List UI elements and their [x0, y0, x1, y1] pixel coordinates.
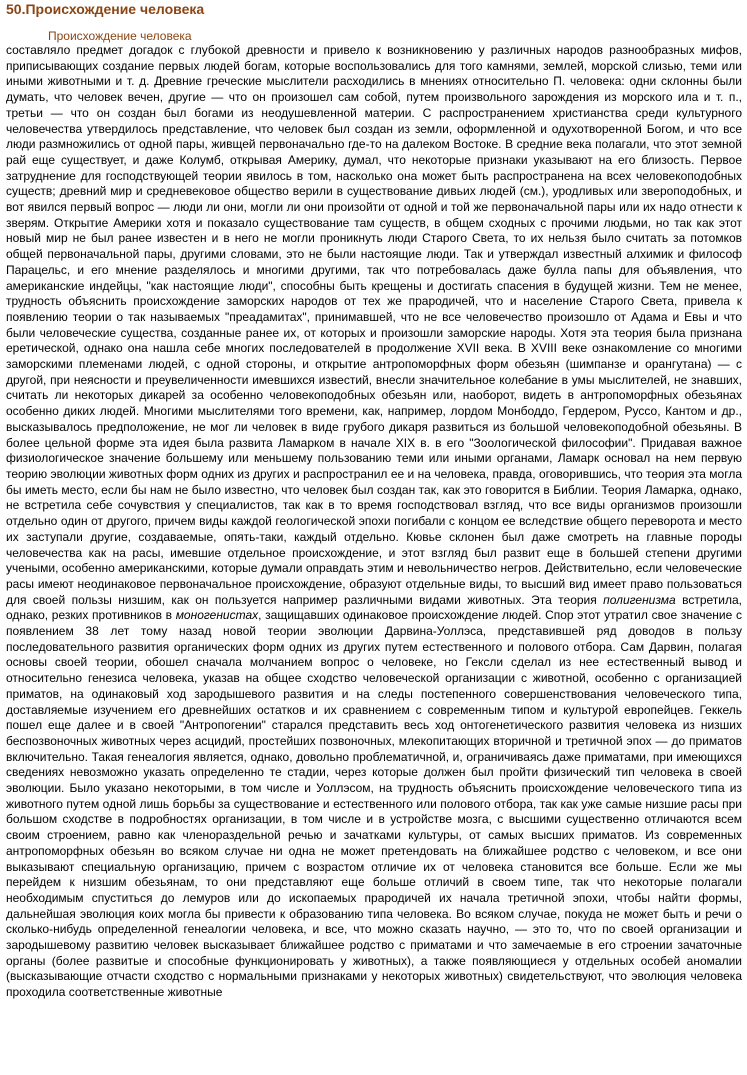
article-emphasis-polygenism: полигенизма	[603, 592, 676, 607]
article-text: составляло предмет догадок с глубокой древности и привело к возникновению у различных народов разнообразных мифов, приписывающих создание первых людей богам, которые воспользовались для того камнями, землей, морской слизью, теми или иными животными и т. д. Древние греческие мыслители расходились в мнениях относительно П. человека: одни склонны были думать, что человек вечен, другие — что он произошел сам собой, путем произвольного зарождения из морского ила и т. п., третьи — что он создан был богами из неодушевленной материи. С распространением христианства среди культурного человечества утвердилось представление, что человек был создан из земли, оформленной и одухотворенной Богом, и что все люди размножились от одной пары, живщей первоначально где-то на далеком Востоке. В средние века полагали, что этот земной рай еще существует, и даже Колумб, открывая Америку, думал, что некоторые признаки указывают на его близость. Первое затруднение для господствующей теории явилось в том, насколько она может быть распространена на всех человекоподобных существ; древний мир и средневековое общество верили в существование дивьих людей (см.), уродливых или звероподобных, и вот явился первый вопрос — люди ли они, могли ли они произойти от одной и той же первоначальной пары или их надо отнести к зверям. Открытие Америки хотя и показало существование там существ, в общем сходных с прочими людьми, но так как этот новый мир не был ранее известен и в него не могли проникнуть люди Старого Света, то их нельзя было считать за потомков общей первоначальной пары, другими словами, это не были настоящие люди. Так и утверждал известный алхимик и философ Парацельс, и его мнение разделялось и многими другими, так что потребовалась даже булла папы для объявления, что американские индейцы, "как настоящие люди", способны быть крещены и достигать спасения в будущей жизни. Тем не менее, трудность объяснить происхождение заморских народов от тех же прародичей, что и население Старого Света, привела к появлению теории о так называемых "преадамитах", принимавшей, что не все человечество произошло от Адама и Евы и что были человеческие существа, созданные ранее их, от которых и произошли заморские народы. Хотя эта теория была признана еретической, однако она нашла себе многих последователей в продолжение XVII века. В XVIII веке ознакомление со многими заморскими племенами людей, с одной стороны, и открытие антропоморфных форм обезьян (шимпанзе и орангутана) — с другой, при неясности и преувеличенности имевшихся известий, внесли значительное колебание в умы мыслителей, не знавших, считать ли некоторых дикарей за особенно человекоподобных обезьян или, наоборот, видеть в антропоморфных обезьянах особенно диких людей. Многими мыслителями того времени, как, например, лордом Монбоддо, Гердером, Руссо, Кантом и др., высказывалось предположение, не мог ли человек в виде грубого дикаря развиться из большой человекоподобной обезьяны. В более цельной форме эта идея была развита Ламарком в начале XIX в. в его "Зоологической философии". Придавая важное физиологическое значение большему или меньшему пользованию теми или иными органами, Ламарк основал на нем первую теорию эволюции животных форм одних из других и распространил ее и на человека, правда, оговорившись, что теория эта могла бы иметь место, если бы нам не было известно, что человек был создан так, как это говорится в Библии. Теория Ламарка, однако, не встретила себе сочувствия у специалистов, так как в то время господствовал взгляд, что все виды организмов произошли отдельно один от другого, причем виды каждой геологической эпохи погибали с концом ее вследствие общего переворота и место их заступали другие, создаваемые, опять-таки, каждый отдельно. Кювье склонен был даже смотреть на главные породы человечества как на расы, имевшие отдельное происхождение, и этот взгляд был развит еще в большей степени другими учеными, особенно американскими, которые думали оправдать этим и невольничество негров. Действительно, если человеческие расы имеют неодинаковое первоначальное происхождение, образуют отдельные виды, то высший вид имеет право пользоваться для своей пользы низшим, как он пользуется например различными видами животных. Эта теория	[6, 43, 742, 607]
article-text: , защищавших одинаковое происхождение людей. Спор этот утратил свое значение с появлением 38 лет тому назад новой теории эволюции Дарвина-Уоллэса, представившей ряд доводов в пользу последовательного развития органических форм одних из других путем естественного и полового отбора. Сам Дарвин, полагая основы своей теории, обошел сначала молчанием вопрос о человеке, но Гексли сделал из нее естественный вывод и относительно генезиса человека, указав на общее сходство человеческой организации с животной, особенно с организацией приматов, на одинаковый ход зародышевого развития и на следы постепенного совершенствования человеческого типа, доставляемые изучением его древнейших остатков и их сравнением с современным типом и культурой европейцев. Геккель пошел еще далее и в своей "Антропогении" старался представить весь ход онтогенетического развития человека из низших беспозвоночных животных через асцидий, простейших позвоночных, млекопитающих вторичной и третичной эпох — до приматов включительно. Такая генеалогия является, однако, довольно проблематичной, и, ограничиваясь даже приматами, при имеющихся сведениях невозможно указать определенно те стадии, через которые должен был пройти физический тип человека в своей эволюции. Было указано некоторыми, в том числе и Уоллэсом, на трудность объяснить происхождение человеческого типа из животного путем одной лишь борьбы за существование и естественного или полового отбора, так как уже самые низшие расы при большом сходстве в подробностях организации, в том числе и в устройстве мозга, с высшими существенно отличаются всем своим строением, равно как членораздельной речью и зачатками культуры, от самых высших приматов. Из современных антропоморфных обезьян во всяком случае ни одна не может претендовать на ближайшее родство с человеком, и все они выказывают специальную организацию, причем с возрастом отличие их от человека становится все больше. Если же мы перейдем к низшим обезьянам, то они представляют еще больше отличий в своем типе, так что некоторые полагали необходимым спуститься до лемуров или до ископаемых прародичей их начала третичной эпохи, чтобы найти формы, дальнейшая эволюция коих могла бы привести к образованию типа человека. Во всяком случае, покуда не может быть и речи о сколько-нибудь определенной генеалогии человека, и все, что можно сказать научно, — это то, что по своей организации и зародышевому развитию человек высказывает ближайшее родство с приматами и что замечаемые в его строении зачаточные органы (более развитые и способные функционировать у животных), а также появляющиеся у отдельных особей аномалии (высказывающие отчасти сходство с нормальными признаками у некоторых животных) свидетельствуют, что эволюция человека проходила соответственные животные	[6, 608, 742, 1000]
article-emphasis-monogenists: моногенистах	[175, 608, 259, 623]
page-title: 50.Происхождение человека	[6, 1, 205, 17]
article-text: встретила, однако, резких противников в	[6, 592, 742, 623]
article-body	[6, 43, 742, 1001]
article-subtitle: Происхождение человека	[48, 29, 192, 43]
